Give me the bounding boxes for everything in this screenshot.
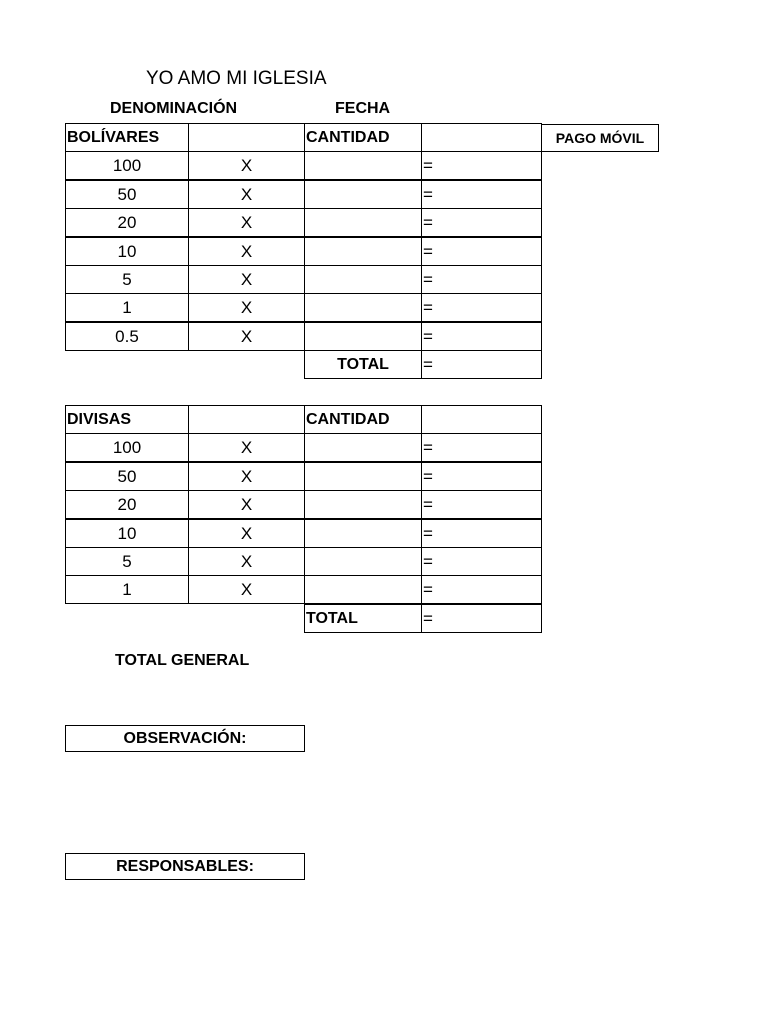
multiply-cell: X	[188, 547, 305, 576]
header-cell: BOLÍVARES	[65, 123, 189, 152]
denomination-cell: 20	[65, 208, 189, 237]
result-cell: =	[421, 547, 542, 576]
denomination-cell: 50	[65, 462, 189, 491]
result-cell: =	[421, 575, 542, 604]
multiply-cell: X	[188, 265, 305, 294]
fecha-label: FECHA	[335, 100, 391, 117]
responsables-box: RESPONSABLES:	[65, 853, 305, 880]
cantidad-cell	[304, 519, 422, 548]
total-result-cell: =	[421, 604, 542, 633]
multiply-cell: X	[188, 322, 305, 351]
result-cell: =	[421, 293, 542, 322]
cantidad-cell	[304, 265, 422, 294]
cantidad-cell	[304, 322, 422, 351]
header-cell: DIVISAS	[65, 405, 189, 434]
cantidad-cell	[304, 293, 422, 322]
denomination-cell: 50	[65, 180, 189, 209]
result-cell: =	[421, 433, 542, 462]
multiply-cell: X	[188, 180, 305, 209]
observacion-box: OBSERVACIÓN:	[65, 725, 305, 752]
header-cell: CANTIDAD	[304, 405, 422, 434]
total-general-label: TOTAL GENERAL	[115, 652, 250, 669]
multiply-cell: X	[188, 237, 305, 266]
result-cell: =	[421, 322, 542, 351]
denomination-cell: 5	[65, 547, 189, 576]
cantidad-cell	[304, 237, 422, 266]
multiply-cell: X	[188, 293, 305, 322]
multiply-cell: X	[188, 208, 305, 237]
result-cell: =	[421, 237, 542, 266]
header-cell	[188, 123, 305, 152]
denomination-cell: 100	[65, 151, 189, 180]
result-cell: =	[421, 462, 542, 491]
pago-movil-box: PAGO MÓVIL	[541, 124, 659, 152]
cantidad-cell	[304, 433, 422, 462]
cantidad-cell	[304, 490, 422, 519]
cantidad-cell	[304, 151, 422, 180]
cantidad-cell	[304, 462, 422, 491]
cantidad-cell	[304, 547, 422, 576]
cantidad-cell	[304, 575, 422, 604]
multiply-cell: X	[188, 462, 305, 491]
total-result-cell: =	[421, 350, 542, 379]
result-cell: =	[421, 265, 542, 294]
total-label-cell: TOTAL	[304, 604, 422, 633]
header-cell	[188, 405, 305, 434]
multiply-cell: X	[188, 490, 305, 519]
result-cell: =	[421, 208, 542, 237]
denomination-cell: 10	[65, 519, 189, 548]
multiply-cell: X	[188, 575, 305, 604]
total-label-cell: TOTAL	[304, 350, 422, 379]
denomination-cell: 1	[65, 293, 189, 322]
denominacion-label: DENOMINACIÓN	[110, 100, 238, 117]
page-title: YO AMO MI IGLESIA	[146, 68, 327, 89]
denomination-cell: 5	[65, 265, 189, 294]
denomination-cell: 100	[65, 433, 189, 462]
multiply-cell: X	[188, 519, 305, 548]
denomination-cell: 10	[65, 237, 189, 266]
header-cell	[421, 405, 542, 434]
cantidad-cell	[304, 180, 422, 209]
denomination-cell: 0.5	[65, 322, 189, 351]
cantidad-cell	[304, 208, 422, 237]
multiply-cell: X	[188, 151, 305, 180]
denomination-cell: 20	[65, 490, 189, 519]
denomination-cell: 1	[65, 575, 189, 604]
header-cell: CANTIDAD	[304, 123, 422, 152]
result-cell: =	[421, 519, 542, 548]
result-cell: =	[421, 151, 542, 180]
result-cell: =	[421, 490, 542, 519]
result-cell: =	[421, 180, 542, 209]
header-cell	[421, 123, 542, 152]
multiply-cell: X	[188, 433, 305, 462]
